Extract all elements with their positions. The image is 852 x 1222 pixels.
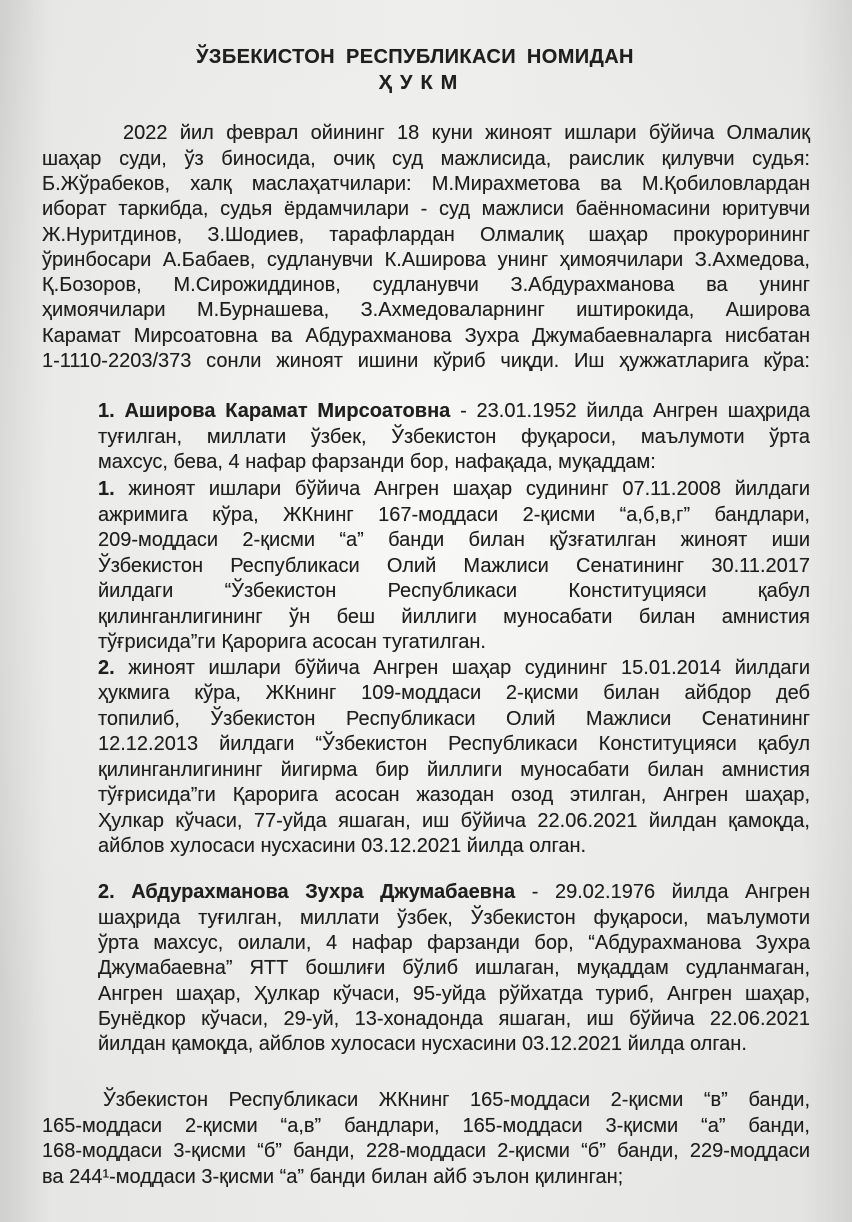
intro-paragraph [42,121,810,374]
defendant-2-line: Бунёдкор кўчаси, 29-уй, 13-хонадонда яшаган, иш бўйича 22.06.2021 [98,1007,810,1030]
record-1-first-line [98,477,810,503]
record-2-line: топилиб, Ўзбекистон Республикаси Олий Мажлиси Сенатининг [98,707,810,730]
defendant-1-birth-info: - 23.01.1952 йилда Ангрен шаҳрида [450,400,810,423]
defendant-2-heading-line [98,880,810,905]
record-2-first-line [98,656,810,682]
defendant-1-line: туғилган, миллати ўзбек, Ўзбекистон фуқароси, маълумоти ўрта [98,425,810,448]
defendant-1-line: махсус, бева, 4 нафар фарзанди бор, нафақада, муқаддам: [98,451,656,474]
record-number: 1. [98,478,115,501]
defendant-2-line: Джумабаевна” ЯТТ бошлиғи бўлиб ишлаган, муқаддам судланмаган, [98,957,810,980]
record-2-line: ҳукмига кўра, ЖКнинг 109-моддаси 2-қисми билан айбдор деб [98,682,810,705]
intro-line: Б.Жўрабеков, халқ маслаҳатчилари: М.Мирахметова ва М.Қобиловлардан [42,172,810,195]
prior-record-1 [98,477,810,656]
document-title: ЎЗБЕКИСТОН РЕСПУБЛИКАСИ НОМИДАН [196,46,634,68]
intro-line: ҳимоячилари М.Бурнашева, З.Ахмедоваларнинг иштирокида, Аширова [42,299,810,322]
record-2-line: Ҳулкар кўчаси, 77-уйда яшаган, иш бўйича 22.06.2021 йилдан қамоқда, [98,809,810,832]
defendant-2-birth-info: - 29.02.1976 йилда Ангрен [515,881,810,904]
intro-line: 1-1110-2203/373 сонли жиноят ишини кўриб чиқди. Иш ҳужжатларига кўра: [42,350,810,373]
charges-line: 168-моддаси 3-қисми “б” банди, 228-моддаси 2-қисми “б” банди, 229-моддаси [42,1140,810,1163]
record-number: 2. [98,656,115,679]
intro-line: иборат таркибда, судья ёрдамчилари - суд мажлиси баённомасини юритувчи [42,198,810,221]
record-2-line: тўғрисида”ги Қарорига асосан жазодан озод этилган, Ангрен шаҳар, [98,784,810,807]
defendant-2-line: йилдан қамоқда, айблов хулосаси нусхасини 03.12.2021 йилда олган. [98,1033,747,1056]
record-1-line: 209-моддаси 2-қисми “а” банди билан қўзғатилган жиноят иши [98,529,810,552]
defendant-2-line: ўрта махсус, оилали, 4 нафар фарзанди бор, “Абдурахманова Зухра [98,931,810,954]
defendant-2-name: 2. Абдурахманова Зухра Джумабаевна [98,881,516,904]
record-2-line: қилинганлигининг йигирма бир йиллиги муносабати билан амнистия [98,758,810,781]
intro-line: Карамат Мирсоатовна ва Абдурахманова Зухра Джумабаевналарга нисбатан [42,324,810,347]
prior-record-2 [98,656,810,860]
intro-line: Ж.Нуритдинов, З.Шодиев, тарафлардан Олмалиқ шаҳар прокурорининг [42,223,810,246]
record-1-line: тўғрисида”ги Қарорига асосан тугатилган. [98,631,486,654]
intro-line: Қ.Бозоров, М.Сирожиддинов, судланувчи З.Абдурахманова ва унинг [42,274,810,297]
record-1-text: жиноят ишлари бўйича Ангрен шаҳар судининг 07.11.2008 йилдаги [114,478,810,501]
record-2-line: 12.12.2013 йилдаги “Ўзбекистон Республикаси Конституцияси қабул [98,733,810,756]
charges-paragraph [42,1088,810,1190]
defendant-1-heading-line [98,399,810,425]
intro-line: 2022 йил феврал ойининг 18 куни жиноят ишлари бўйича Олмалиқ [123,122,810,145]
charges-line: ва 244¹-моддаси 3-қисми “а” банди билан айб эълон қилинган; [42,1165,624,1188]
defendant-2-section [98,880,810,1057]
charges-line: Ўзбекистон Республикаси ЖКнинг 165-моддаси 2-қисми “в” банди, [103,1089,810,1112]
charges-line: 165-моддаси 2-қисми “а,в” бандлари, 165-моддаси 3-қисми “а” банди, [42,1114,810,1137]
defendant-2-line: шаҳрида туғилган, миллати ўзбек, Ўзбекистон фуқароси, маълумоти [98,906,810,929]
record-1-line: қилинганлигининг ўн беш йиллиги муносабати билан амнистия [98,605,810,628]
record-2-line: айблов хулосаси нусхасини 03.12.2021 йилда олган. [98,835,587,858]
defendant-2-line: Ангрен шаҳар, Ҳулкар кўчаси, 95-уйда рўйхатда туриб, Ангрен шаҳар, [98,982,810,1005]
record-1-line: йилдаги “Ўзбекистон Республикаси Конституцияси қабул [98,580,810,603]
record-1-line: Ўзбекистон Республикаси Олий Мажлиси Сенатининг 30.11.2017 [98,554,810,577]
record-1-line: ажримига кўра, ЖКнинг 167-моддаси 2-қисми “а,б,в,г” бандлари, [98,503,810,526]
verdict-heading: ҲУКМ [378,72,466,94]
defendant-1-section [98,399,810,860]
record-2-text: жиноят ишлари бўйича Ангрен шаҳар судининг 15.01.2014 йилдаги [114,656,810,679]
intro-line: шаҳар суди, ўз биносида, очиқ суд мажлисида, раислик қилувчи судья: [42,147,810,170]
defendant-1-name: 1. Аширова Карамат Мирсоатовна [98,400,451,423]
intro-line: ўринбосари А.Бабаев, судланувчи К.Аширова унинг ҳимоячилари З.Ахмедова, [42,248,810,271]
